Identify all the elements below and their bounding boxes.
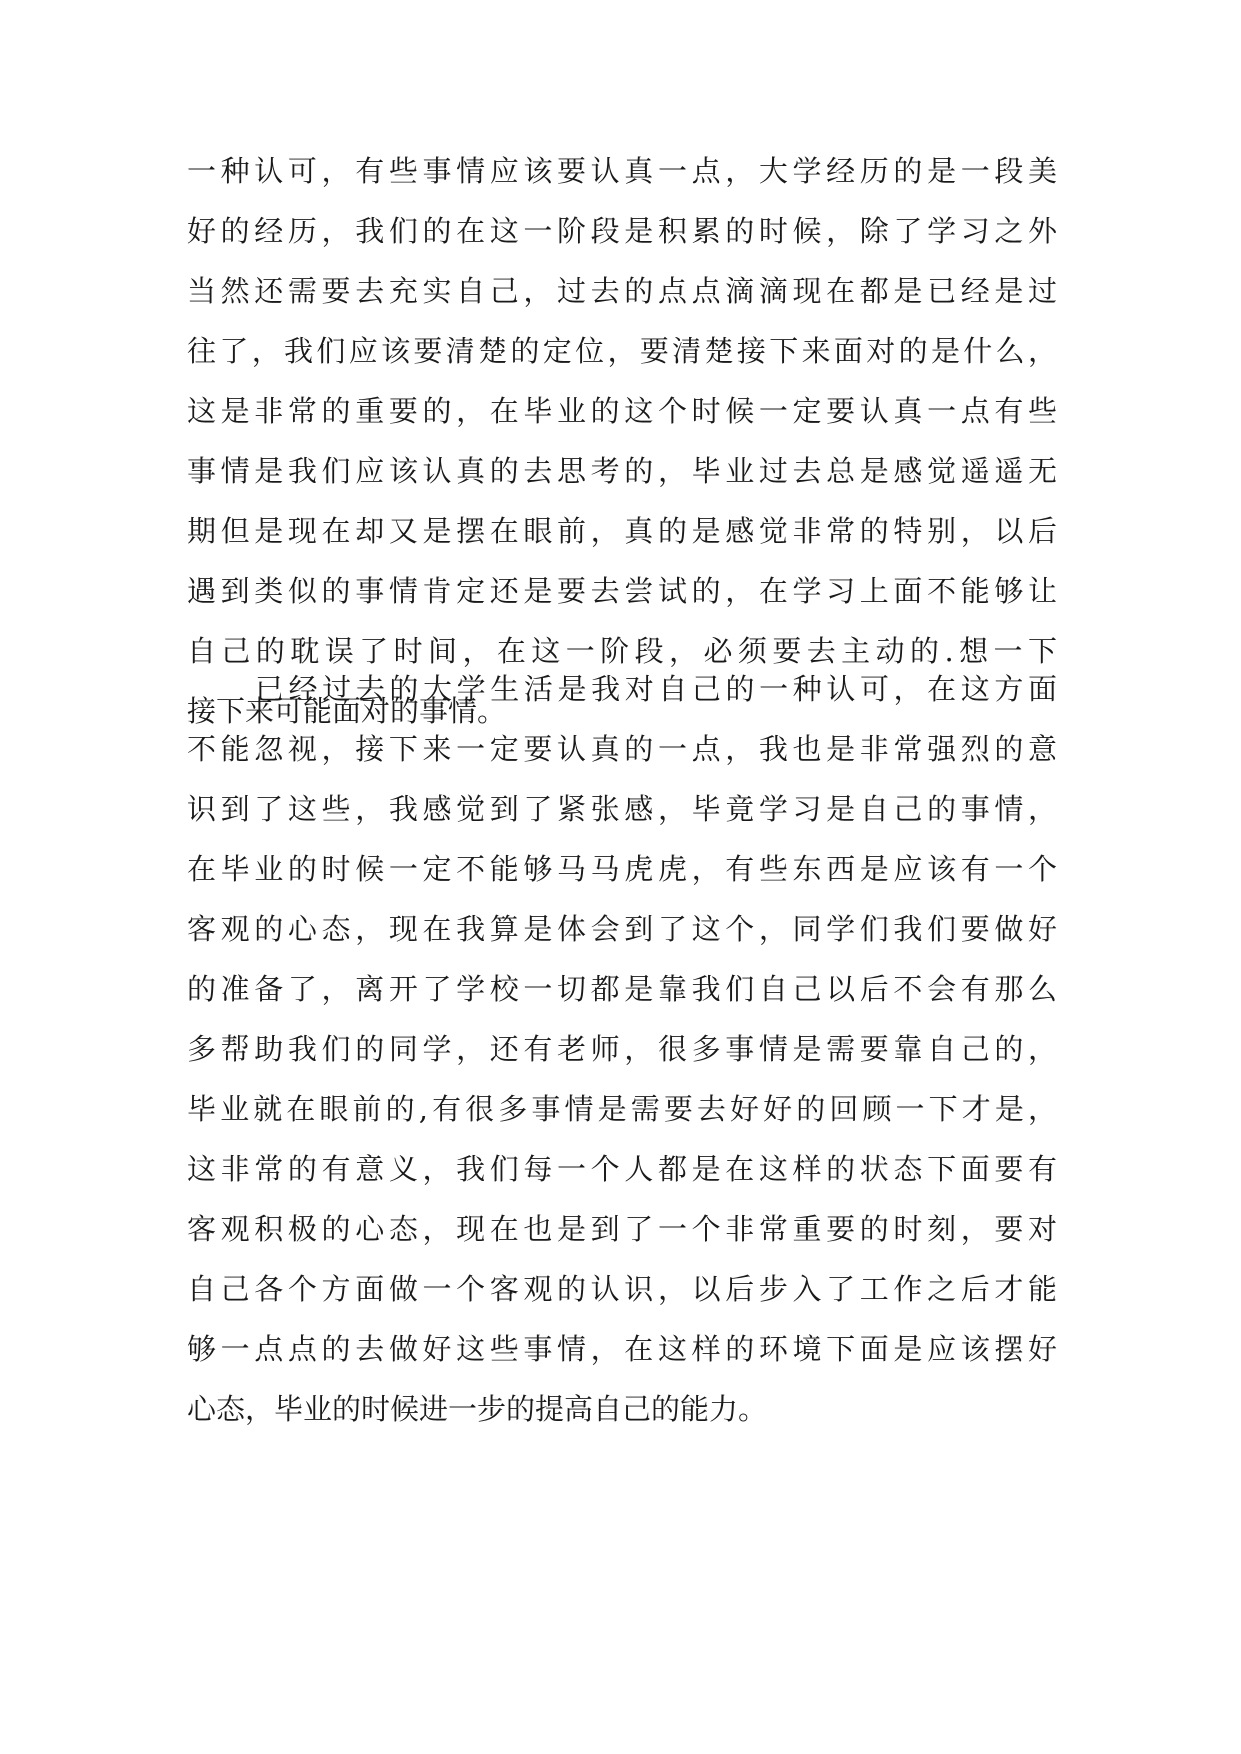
- paragraph-line: 自己的耽误了时间，在这一阶段，必须要去主动的.想一下: [187, 634, 1057, 668]
- paragraph-line: 接下来可能面对的事情。: [187, 694, 507, 728]
- paragraph-2: [187, 659, 1057, 1439]
- paragraph-line: 客观积极的心态，现在也是到了一个非常重要的时刻，要对: [187, 1212, 1057, 1246]
- paragraph-line: 的准备了，离开了学校一切都是靠我们自己以后不会有那么: [187, 972, 1057, 1006]
- paragraph-line: 期但是现在却又是摆在眼前，真的是感觉非常的特别，以后: [187, 514, 1057, 548]
- paragraph-line: 这非常的有意义，我们每一个人都是在这样的状态下面要有: [187, 1152, 1057, 1186]
- paragraph-line: 事情是我们应该认真的去思考的，毕业过去总是感觉遥遥无: [187, 454, 1057, 488]
- paragraph-line: 在毕业的时候一定不能够马马虎虎，有些东西是应该有一个: [187, 852, 1057, 886]
- paragraph-line: 往了，我们应该要清楚的定位，要清楚接下来面对的是什么，: [187, 334, 1057, 368]
- paragraph-line: 不能忽视，接下来一定要认真的一点，我也是非常强烈的意: [187, 732, 1057, 766]
- paragraph-line: 好的经历，我们的在这一阶段是积累的时候，除了学习之外: [187, 214, 1057, 248]
- paragraph-line: 遇到类似的事情肯定还是要去尝试的，在学习上面不能够让: [187, 574, 1057, 608]
- paragraph-line: 毕业就在眼前的,有很多事情是需要去好好的回顾一下才是，: [187, 1092, 1057, 1126]
- paragraph-line: 多帮助我们的同学，还有老师，很多事情是需要靠自己的，: [187, 1032, 1057, 1066]
- paragraph-line: 心态，毕业的时候进一步的提高自己的能力。: [187, 1392, 768, 1426]
- paragraph-line: 一种认可，有些事情应该要认真一点，大学经历的是一段美: [187, 154, 1057, 188]
- paragraph-line: 当然还需要去充实自己，过去的点点滴滴现在都是已经是过: [187, 274, 1057, 308]
- paragraph-line: 已经过去的大学生活是我对自己的一种认可，在这方面: [255, 672, 1057, 706]
- paragraph-line: 够一点点的去做好这些事情，在这样的环境下面是应该摆好: [187, 1332, 1057, 1366]
- paragraph-line: 客观的心态，现在我算是体会到了这个，同学们我们要做好: [187, 912, 1057, 946]
- paragraph-1: [187, 141, 1057, 741]
- paragraph-line: 这是非常的重要的，在毕业的这个时候一定要认真一点有些: [187, 394, 1057, 428]
- paragraph-line: 识到了这些，我感觉到了紧张感，毕竟学习是自己的事情，: [187, 792, 1057, 826]
- paragraph-line: 自己各个方面做一个客观的认识，以后步入了工作之后才能: [187, 1272, 1057, 1306]
